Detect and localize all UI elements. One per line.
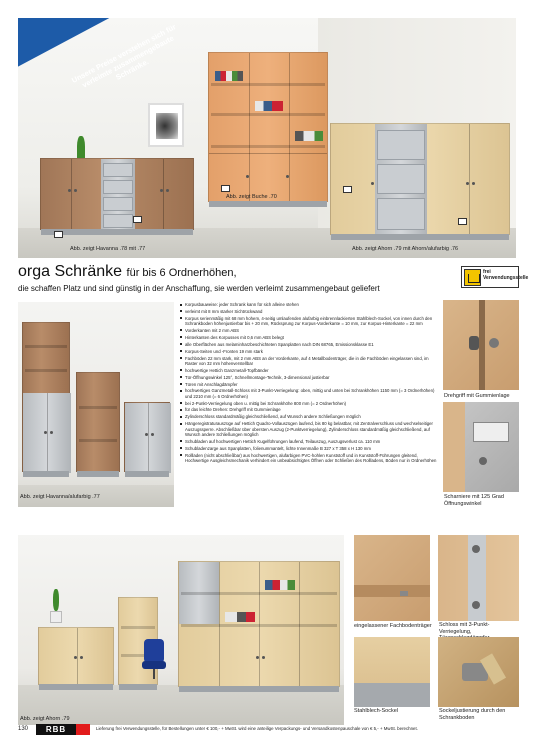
feature-item: für das leichte Drehen: Drehgriff mit Gummienlage <box>180 407 438 412</box>
caption-fachboden: eingelassener Fachbodenträger <box>354 623 432 629</box>
caption-havanna-alu: Abb. zeigt Havanna/alufarbig .77 <box>20 494 100 500</box>
feature-item: Hinterkanten des Korpusses mit 0,6 mm ABS belegt <box>180 335 438 340</box>
caption-havanna-top: Abb. zeigt Havanna .78 mit .77 <box>70 246 146 252</box>
feature-item: Vorderkanten mit 2 mm ABS <box>180 328 438 333</box>
delivery-badge-text: frei Verwendungsstelle <box>483 269 529 281</box>
office-chair <box>140 639 168 683</box>
position-tag <box>133 216 142 223</box>
feature-item: Korpus serienmäßig mit 68 mm hohem, 4-seitig umlaufenden alufarbig einbrennlackierten Stahlblech-Sockel, von innen durch den Schrankboden höhenjustierbar bis + 20 mm, Rücksprung zur Korpus-Vorderkante = 10 mm, zur Korpus-Hinterkante = 22 mm <box>180 316 438 327</box>
delivery-terms: Lieferung frei Verwendungsstelle, für Bestellungen unter € 100,- + MwSt. wird eine anteilige Verpackungs- und Versandkostenpauschale von € 5,- + MwSt. berechnet. <box>96 726 418 731</box>
feature-item: Schubladen auf hochwertigen Hettich Kugelführungen laufend, Teilauszug, Auszugsverlust ca. 110 mm <box>180 439 438 444</box>
feature-item: hochwertiges Ganzmetall-Schloss mit 3-Punkt-Verriegelung: oben, mittig und unten bei Schrankhöhen 1150 mm (= 3 Ordnerhöhen) und 2210 mm (= 6 Ordnerhöhen) <box>180 388 438 399</box>
tall-ahorn-cabinets <box>178 561 340 687</box>
mid-havanna-shelf <box>76 372 120 472</box>
page-number: 130 <box>18 726 29 732</box>
headline-subline: die schaffen Platz und sind günstig in der Anschaffung, sie werden verleimt zusammengebaut geliefert <box>18 284 380 293</box>
position-tag <box>54 231 63 238</box>
feature-item: Korpusbauweise: jeder Schrank kann für sich alleine stehen <box>180 302 438 307</box>
tall-havanna-cabinet <box>22 322 70 472</box>
top-showroom-photo <box>18 18 516 258</box>
feature-item: Tür-Öffnungswinkel 125°, Schnellmontage-Technik, 3-dimensional justierbar <box>180 375 438 380</box>
logo-text: RBB <box>45 725 67 734</box>
feature-item: hochwertige Hettich Ganzmetall-Topfbänder <box>180 368 438 373</box>
feature-item: alle Oberflächen aus melaminharzbeschichteten Spanplatten nach DIN 68765, Emissionsklasse E1 <box>180 342 438 347</box>
feature-item: Korpus-Seiten und -Fronten 19 mm stark <box>180 349 438 354</box>
havanna-alu-photo <box>18 302 174 507</box>
schloss-photo <box>438 535 519 621</box>
delivery-badge <box>461 266 529 288</box>
caption-stahlblech: Stahlblech-Sockel <box>354 708 399 714</box>
caption-ahorn-bottom: Abb. zeigt Ahorn .79 <box>20 716 70 722</box>
caption-drehgriff: Drehgriff mit Gummienlage <box>444 393 510 399</box>
stahlblech-sockel-photo <box>354 637 430 707</box>
feature-item: bei 2-Punkt-Verriegelung oben u. mittig bei Schrankhöhe 800 mm (= 2 Ordnerhöhen) <box>180 401 438 406</box>
logo-red-tab <box>76 724 90 735</box>
feature-item: Fachböden 22 mm stark, mit 2 mm ABS an der Vorderkante, auf 4 Metallbodenträger, die in die Fachböden eingelassen sind, im Raster von 32 mm höhenverstellbar <box>180 356 438 367</box>
drehgriff-photo <box>443 300 519 390</box>
feature-item: Rollladen (nicht abschließbar) aus hochwertigen, alufarbigen PVC-hohlen Kunststoff und in Kunststoff-Führungen gleitend, Hochwertige Ausgleichsmechanik verhindert ein unbeabsichtigtes Öffnen oder Schließen des Rollladens, Böden nur in Ordnerhöhen <box>180 453 438 464</box>
caption-scharniere: Scharniere mit 125 Grad Öffnungswinkel <box>444 494 504 507</box>
wall-picture <box>148 103 184 147</box>
caption-sockel: Sockeljustierung durch den Schrankboden <box>439 708 506 721</box>
sockeljustierung-photo <box>438 637 519 707</box>
page-headline <box>18 263 237 281</box>
price-banner-text: Unsere Preise verstehen sich für verleimte zusammengebaute Schränke. <box>70 22 178 90</box>
feature-item: verleimt mit 8 mm starker Sichtrückwand <box>180 309 438 314</box>
ahorn-office-photo <box>18 535 344 725</box>
low-havanna-cabinet <box>124 402 170 472</box>
feature-item: Hängeregistraturauszüge auf Hettich Quadro-Vollauszügen laufend, bis 80 kg belastbar, mit Zentralverschluss und wechselseitiger Auszugssperre. Abschließbar über obersten Auszug (2-Punktverriegelung), Zylinderschloss standardmäßig gleichschließend, auf Wunsch andere Schließungen möglich <box>180 421 438 437</box>
caption-ahorn-top: Abb. zeigt Ahorn .79 mit Ahorn/alufarbig .76 <box>352 246 459 252</box>
position-tag <box>343 186 352 193</box>
headline-title-rest: für bis 6 Ordnerhöhen, <box>126 267 237 279</box>
caption-buche: Abb. zeigt Buche .70 <box>226 194 277 200</box>
ahorn-cabinet-combination <box>330 123 510 235</box>
feature-item: Zylinderschloss standardmäßig gleichschließend, auf Wunsch andere Schließungen möglich <box>180 414 438 419</box>
headline-title: orga Schränke <box>18 263 123 280</box>
rbb-logo <box>36 724 76 735</box>
position-tag <box>458 218 467 225</box>
position-tag <box>221 185 230 192</box>
caption-schloss: Schloss mit 3-Punkt-Verriegelung, <box>439 622 490 635</box>
buche-shelving <box>208 52 328 202</box>
feature-list <box>180 302 438 465</box>
truck-box-icon <box>464 269 481 286</box>
feature-item: Türen mit Anschlagdämpfer <box>180 382 438 387</box>
havanna-sideboard <box>40 158 194 230</box>
feature-item: Schubladenzarge aus Spanplatten, folienummantelt, lichte Innenmaße B 327 x T 358 x H 130 mm <box>180 446 438 451</box>
low-ahorn-cabinet <box>38 627 114 685</box>
fachboden-photo <box>354 535 430 621</box>
plant <box>48 589 64 629</box>
scharnier-photo <box>443 402 519 492</box>
